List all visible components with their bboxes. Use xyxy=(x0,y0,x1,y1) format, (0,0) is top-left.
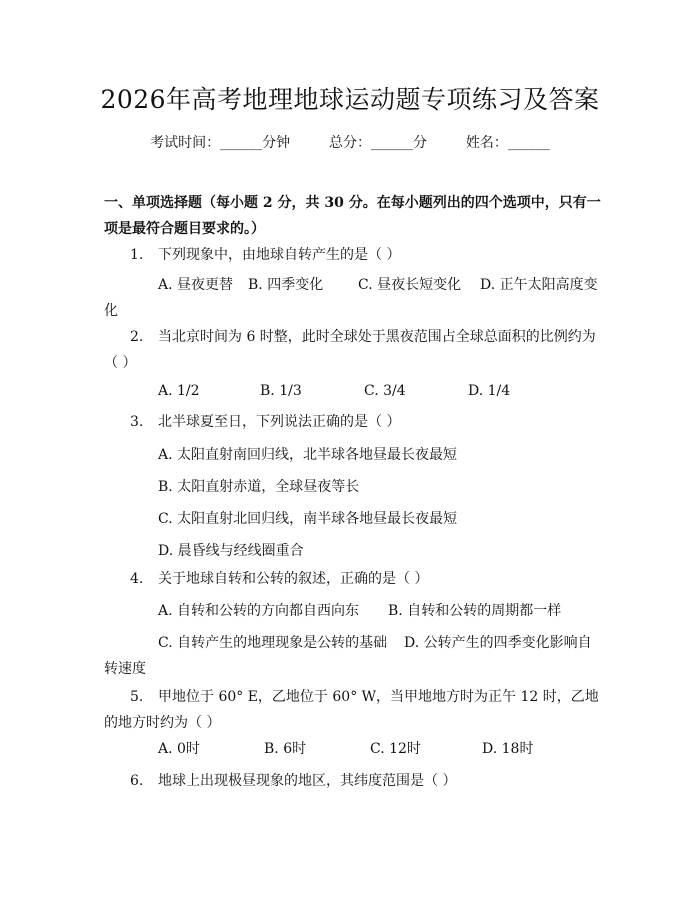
question-text: 地球上出现极昼现象的地区，其纬度范围是（ ） xyxy=(158,773,457,789)
question-number: 3. xyxy=(130,414,144,430)
question-number: 4. xyxy=(130,571,144,587)
question-6 xyxy=(104,768,604,794)
option-c: C. 12时 xyxy=(370,741,421,757)
question-text: 甲地位于 60° E，乙地位于 60° W，当甲地地方时为正午 12 时，乙地的地方时约为（ ） xyxy=(104,689,599,731)
option-a: A. 自转和公转的方向都自西向东 xyxy=(158,603,360,619)
option-b: B. 自转和公转的周期都一样 xyxy=(388,603,562,619)
option-d: D. 18时 xyxy=(482,741,534,757)
name-blank: ______ xyxy=(507,135,550,151)
section-heading: 一、单项选择题（每小题 2 分，共 30 分。在每小题列出的四个选项中，只有一项是最符合题目要求的。） xyxy=(104,195,601,237)
option-d: D. 晨昏线与经线圈重合 xyxy=(158,543,304,559)
option-a: A. 太阳直射南回归线，北半球各地昼最长夜最短 xyxy=(158,447,458,463)
question-text: 北半球夏至日，下列说法正确的是（ ） xyxy=(158,414,401,430)
question-4-options-row1 xyxy=(104,598,604,624)
question-text: 下列现象中，由地球自转产生的是（ ） xyxy=(158,247,401,263)
option-b: B. 6时 xyxy=(264,741,307,757)
time-unit: 分钟 xyxy=(262,135,291,151)
option-c: C. 3/4 xyxy=(364,383,406,399)
page-title: 2026年高考地理地球运动题专项练习及答案 xyxy=(100,85,600,114)
question-text: 当北京时间为 6 时整，此时全球处于黑夜范围占全球总面积的比例约为（ ） xyxy=(104,329,596,371)
question-number: 2. xyxy=(130,329,144,345)
question-1-options xyxy=(104,272,604,324)
option-c: C. 太阳直射北回归线，南半球各地昼最长夜最短 xyxy=(158,511,458,527)
score-label: 总分： xyxy=(329,135,371,151)
exam-meta xyxy=(0,132,700,152)
question-2 xyxy=(104,324,604,376)
question-1 xyxy=(104,242,604,268)
option-b: B. 太阳直射赤道，全球昼夜等长 xyxy=(158,479,360,495)
score-unit: 分 xyxy=(413,135,427,151)
option-a: A. 1/2 xyxy=(158,383,200,399)
name-label: 姓名： xyxy=(465,135,508,151)
option-d: D. 1/4 xyxy=(468,383,511,399)
score-blank: ______ xyxy=(371,135,413,151)
option-c: C. 自转产生的地理现象是公转的基础 xyxy=(158,635,388,651)
question-5 xyxy=(104,684,604,736)
question-2-options xyxy=(104,378,604,404)
question-number: 6. xyxy=(130,773,144,789)
option-a: A. 0时 xyxy=(158,741,200,757)
question-3 xyxy=(104,409,604,435)
question-4-options-row2 xyxy=(104,630,604,682)
option-d: D. 正午太阳高度变化 xyxy=(104,277,598,319)
option-b: B. 四季变化 xyxy=(248,277,324,293)
option-a: A. 昼夜更替 xyxy=(158,277,234,293)
question-number: 5. xyxy=(130,689,144,705)
time-label: 考试时间： xyxy=(150,135,221,151)
question-5-options xyxy=(104,736,604,762)
question-text: 关于地球自转和公转的叙述，正确的是（ ） xyxy=(158,571,429,587)
question-4 xyxy=(104,566,604,592)
time-blank: ______ xyxy=(220,135,263,151)
option-b: B. 1/3 xyxy=(260,383,302,399)
question-number: 1. xyxy=(130,247,144,263)
option-d: D. 公转产生的四季变化影响自转速度 xyxy=(104,635,592,677)
option-c: C. 昼夜长短变化 xyxy=(358,277,462,293)
